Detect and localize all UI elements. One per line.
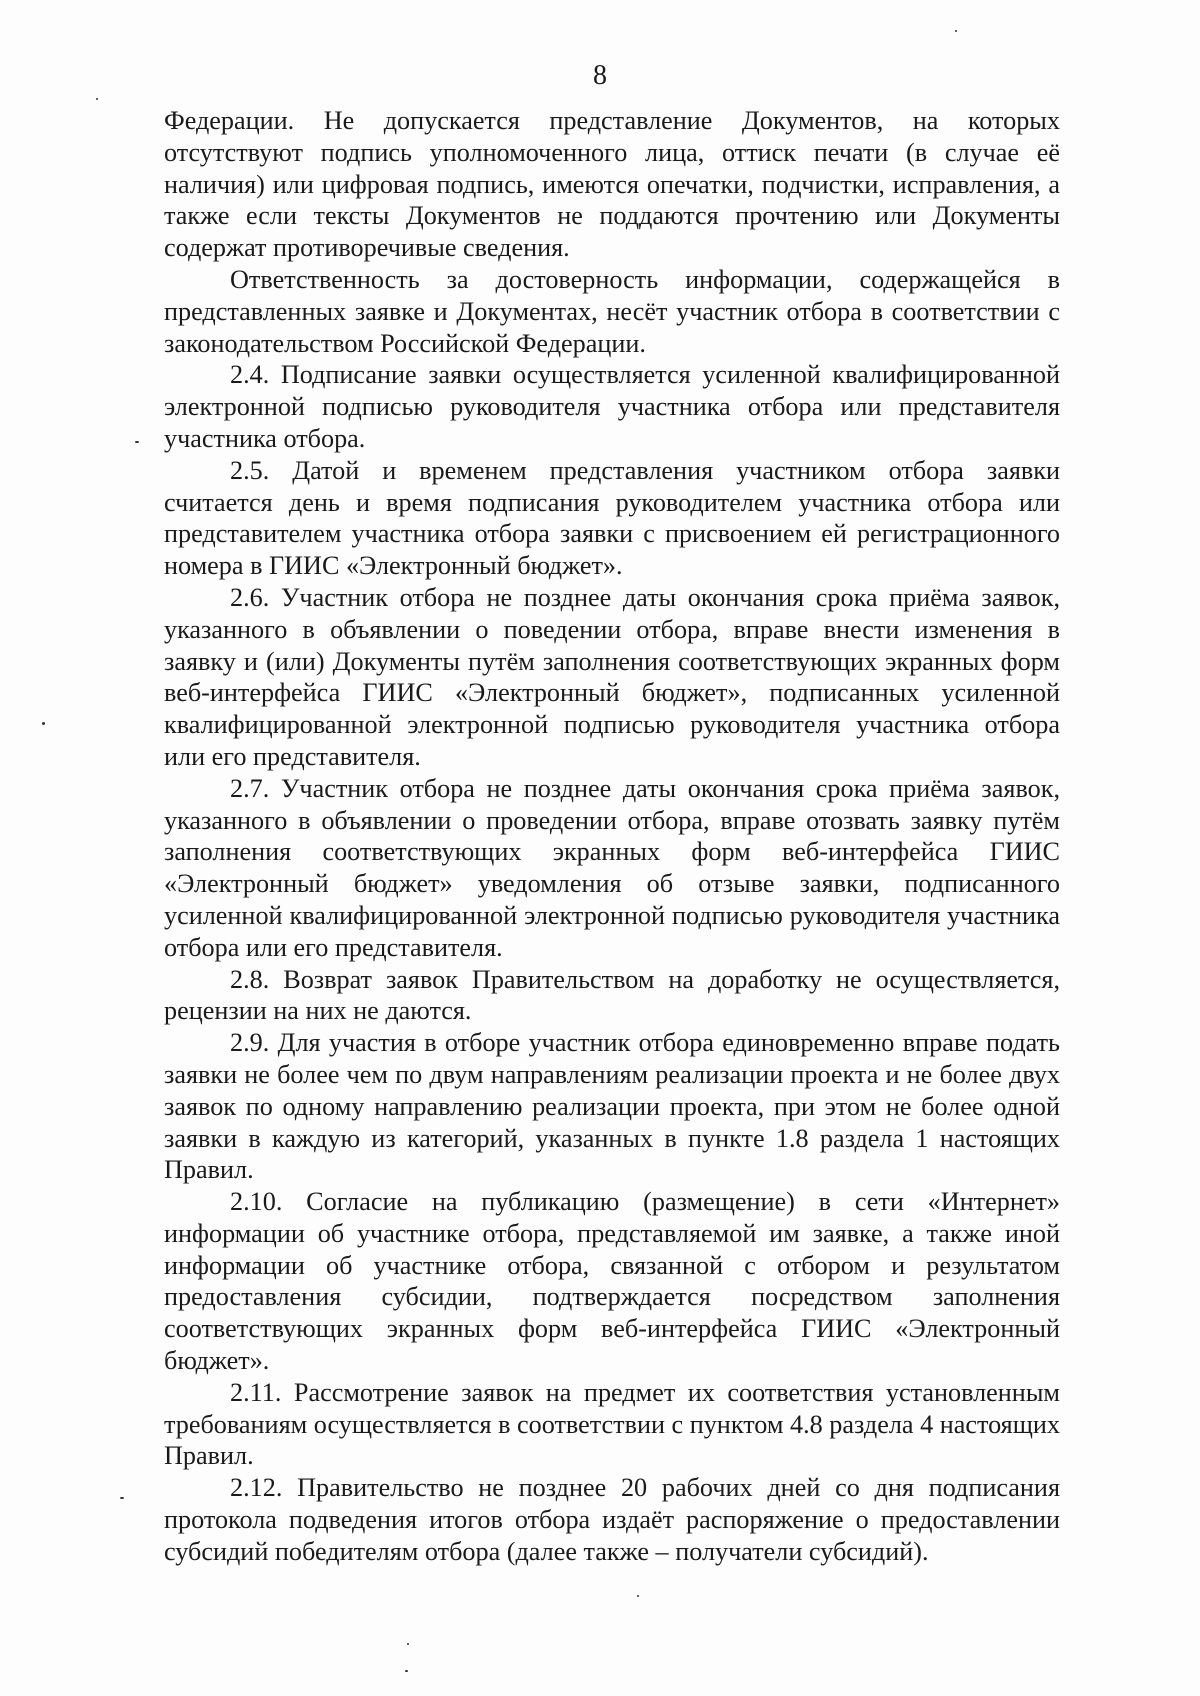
paragraph-2-9: 2.9. Для участия в отборе участник отбора единовременно вправе подать заявки не более чем по двум направлениям реализации проекта и не более двух заявок по одному направлению реализации проекта, при этом не более одной заявки в каждую из категорий, указанных в пункте 1.8 раздела 1 настоящих Правил. (164, 1028, 1060, 1185)
paragraph-2-12: 2.12. Правительство не позднее 20 рабочих дней со дня подписания протокола подведения итогов отбора издаёт распоряжение о предоставлении субсидий победителям отбора (далее также – получатели субсидий). (164, 1473, 1060, 1566)
paragraph-2-10: 2.10. Согласие на публикацию (размещение) в сети «Интернет» информации об участнике отбора, представляемой им заявке, а также иной информации об участнике отбора, связанной с отбором и результатом предоставления субсидии, подтверждается посредством заполнения соответствующих экранных форм веб-интерфейса ГИИС «Электронный бюджет». (164, 1187, 1060, 1376)
scan-speck (407, 1643, 409, 1645)
paragraph-2-6: 2.6. Участник отбора не позднее даты окончания срока приёма заявок, указанного в объявлении о поведении отбора, вправе внести изменения в заявку и (или) Документы путём заполнения соответствующих экранных форм веб-интерфейса ГИИС «Электронный бюджет», подписанных усиленной квалифицированной электронной подписью руководителя участника отбора или его представителя. (164, 582, 1060, 771)
scan-speck (637, 1595, 639, 1597)
scan-speck (955, 30, 957, 32)
scan-speck (405, 1670, 408, 1672)
paragraph-continuation: Федерации. Не допускается представление Документов, на которых отсутствуют подпись уполномоченного лица, оттиск печати (в случае её наличия) или цифровая подпись, имеются опечатки, подчистки, исправления, а также если тексты Документов не поддаются прочтению или Документы содержат противоречивые сведения. (164, 106, 1060, 263)
paragraph-2-7: 2.7. Участник отбора не позднее даты окончания срока приёма заявок, указанного в объявлении о проведении отбора, вправе отозвать заявку путём заполнения соответствующих экранных форм веб-интерфейса ГИИС «Электронный бюджет» уведомления об отзыве заявки, подписанного усиленной квалифицированной электронной подписью руководителя участника отбора или его представителя. (164, 773, 1060, 962)
paragraph-2-5: 2.5. Датой и временем представления участником отбора заявки считается день и время подписания руководителем участника отбора или представителем участника отбора заявки с присвоением ей регистрационного номера в ГИИС «Электронный бюджет». (164, 455, 1060, 581)
scan-speck (96, 98, 98, 100)
paragraph-responsibility: Ответственность за достоверность информации, содержащейся в представленных заявке и Документах, несёт участник отбора в соответствии с законодательством Российской Федерации. (164, 264, 1060, 358)
scan-speck (135, 441, 139, 443)
document-body (164, 105, 1060, 1568)
scan-speck (120, 1497, 124, 1499)
scan-speck (42, 722, 45, 725)
paragraph-2-11: 2.11. Рассмотрение заявок на предмет их соответствия установленным требованиям осуществляется в соответствии с пунктом 4.8 раздела 4 настоящих Правил. (164, 1377, 1060, 1471)
page-number: 8 (593, 60, 607, 91)
paragraph-2-8: 2.8. Возврат заявок Правительством на доработку не осуществляется, рецензии на них не даются. (164, 964, 1060, 1026)
paragraph-2-4: 2.4. Подписание заявки осуществляется усиленной квалифицированной электронной подписью руководителя участника отбора или представителя участника отбора. (164, 360, 1060, 453)
